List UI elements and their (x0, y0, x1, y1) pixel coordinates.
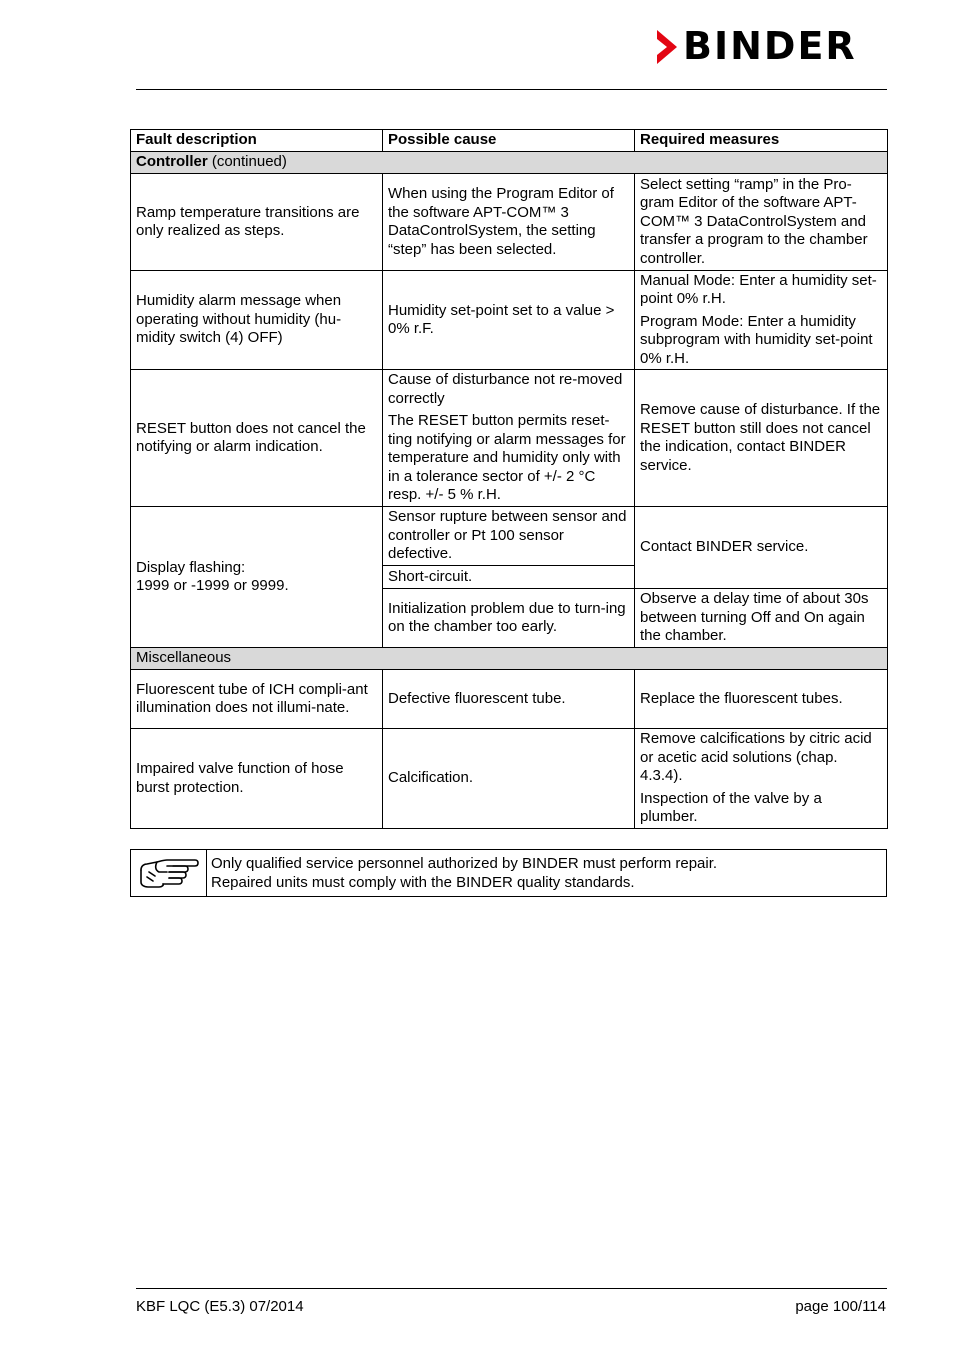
fault-line: Display flashing: (136, 558, 246, 576)
measure-cell: Select setting “ramp” in the Pro-gram Editor of the software APT-COM™ 3 DataControlSystem and transfer a program to the chamber controller. (635, 174, 888, 271)
table-row (131, 370, 888, 507)
section-row-controller (131, 152, 888, 174)
cause-cell: Calcification. (383, 729, 635, 829)
measure-paragraph: Remove calcifications by citric acid or acetic acid solutions (chap. 4.3.4). (640, 730, 872, 785)
note-text (211, 855, 717, 892)
fault-cell: Ramp temperature transitions are only realized as steps. (131, 174, 383, 271)
binder-logo (655, 24, 887, 68)
footer-page-number: page 100/114 (795, 1298, 886, 1315)
cause-cell: Short-circuit. (383, 566, 635, 589)
table-row (131, 174, 888, 271)
cause-cell (383, 370, 635, 507)
cause-cell: Sensor rupture between sensor and controller or Pt 100 sensor defective. (383, 507, 635, 566)
measure-paragraph: Inspection of the valve by a plumber. (640, 789, 822, 826)
footer-rule (136, 1288, 887, 1289)
section-controller-title: Controller (136, 153, 208, 171)
fault-cell: RESET button does not cancel the notifying or alarm indication. (131, 370, 383, 507)
footer-document-id: KBF LQC (E5.3) 07/2014 (136, 1298, 304, 1315)
table-row (131, 507, 888, 566)
cause-cell: When using the Program Editor of the software APT-COM™ 3 DataControlSystem, the setting “step” has been selected. (383, 174, 635, 271)
section-controller-suffix: (continued) (207, 153, 287, 171)
measure-cell (635, 729, 888, 829)
header-rule (136, 89, 887, 90)
cause-paragraph: The RESET button permits reset-ting notifying or alarm messages for temperature and humidity only with in a tolerance sector of +/- 2 °C resp. +/- 5 % r.H. (388, 412, 626, 504)
fault-cell (131, 507, 383, 648)
table-header-row (131, 130, 888, 152)
table-row (131, 670, 888, 729)
measure-paragraph: Program Mode: Enter a humidity subprogram with humidity set-point 0% r.H. (640, 312, 873, 367)
note-line: Repaired units must comply with the BINDER quality standards. (211, 873, 635, 891)
brand-name: BINDER (683, 24, 857, 68)
pointing-hand-icon (137, 854, 199, 892)
measure-cell: Remove cause of disturbance. If the RESET button still does not cancel the indication, contact BINDER service. (635, 370, 888, 507)
repair-note (130, 849, 887, 897)
fault-table (130, 129, 888, 829)
cause-cell: Initialization problem due to turn-ing on the chamber too early. (383, 589, 635, 648)
measure-cell (635, 271, 888, 370)
binder-chevron-icon (655, 30, 681, 64)
fault-line: 1999 or -1999 or 9999. (136, 577, 289, 594)
note-line: Only qualified service personnel authorized by BINDER must perform repair. (211, 855, 718, 872)
measure-cell: Observe a delay time of about 30s between turning Off and On again the chamber. (635, 589, 888, 648)
header-fault-description: Fault description (131, 130, 383, 152)
header-possible-cause: Possible cause (383, 130, 635, 152)
measure-cell: Replace the fluorescent tubes. (635, 670, 888, 729)
fault-cell: Humidity alarm message when operating without humidity (hu-midity switch (4) OFF) (131, 271, 383, 370)
table-row (131, 729, 888, 829)
section-miscellaneous: Miscellaneous (131, 648, 888, 670)
fault-cell: Impaired valve function of hose burst protection. (131, 729, 383, 829)
note-icon-cell (131, 850, 207, 896)
measure-paragraph: Manual Mode: Enter a humidity set-point 0% r.H. (640, 271, 877, 308)
section-row-miscellaneous (131, 648, 888, 670)
cause-cell: Humidity set-point set to a value > 0% r.F. (383, 271, 635, 370)
header-required-measures: Required measures (635, 130, 888, 152)
cause-cell: Defective fluorescent tube. (383, 670, 635, 729)
section-controller (131, 152, 888, 174)
fault-cell: Fluorescent tube of ICH compli-ant illumination does not illumi-nate. (131, 670, 383, 729)
cause-paragraph: Cause of disturbance not re-moved correctly (388, 371, 623, 407)
table-row (131, 271, 888, 370)
measure-cell: Contact BINDER service. (635, 507, 888, 589)
